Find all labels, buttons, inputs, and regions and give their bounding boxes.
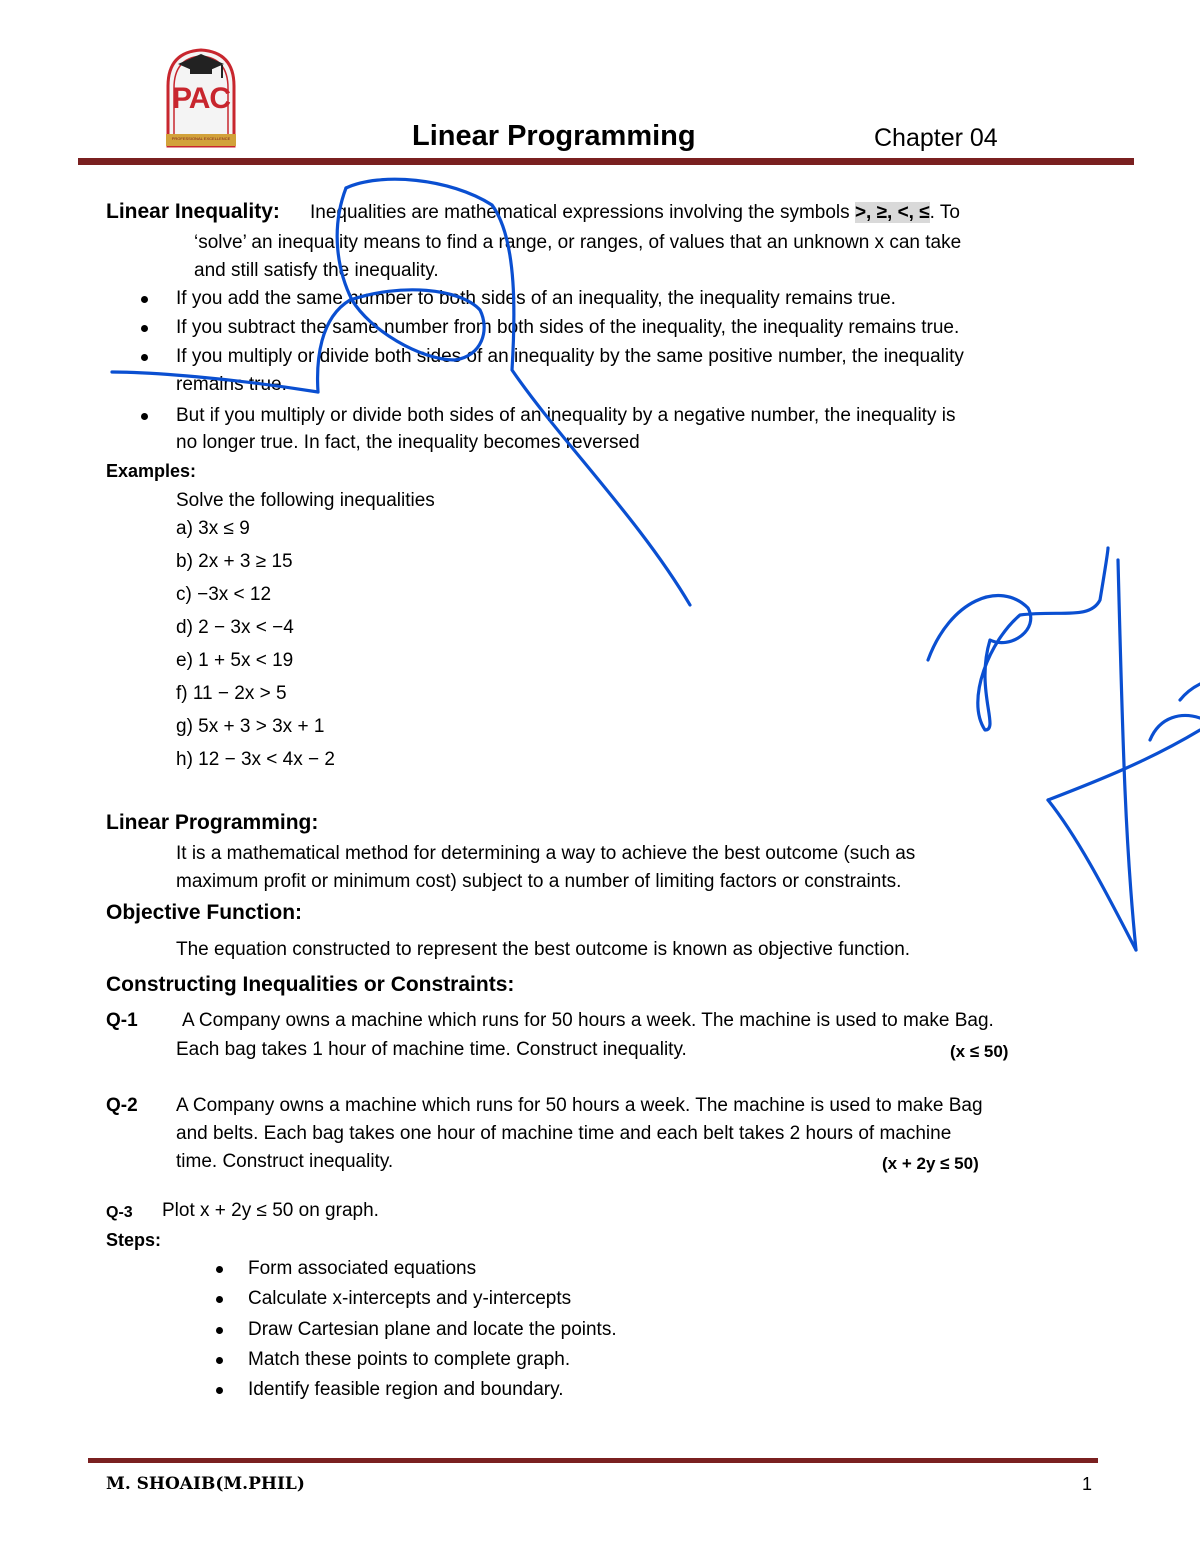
bullet-dot <box>216 1296 223 1303</box>
logo-text: PAC <box>171 82 231 115</box>
step-item: Match these points to complete graph. <box>248 1349 571 1370</box>
q2-line-1: A Company owns a machine which runs for 50 hours a week. The machine is used to make Bag <box>176 1095 983 1116</box>
q2-label: Q-2 <box>106 1095 138 1116</box>
inequality-symbols: >, ≥, <, ≤ <box>854 202 930 223</box>
q2-line-3: time. Construct inequality. <box>176 1151 394 1172</box>
q1-line-1: A Company owns a machine which runs for 50 hours a week. The machine is used to make Bag. <box>182 1010 994 1031</box>
example-item: d) 2 − 3x < −4 <box>176 617 294 638</box>
pac-logo <box>164 46 238 150</box>
bullet-dot <box>141 413 148 420</box>
list-item: But if you multiply or divide both sides of an inequality by a negative number, the inequality is <box>176 405 956 426</box>
step-item: Draw Cartesian plane and locate the points. <box>248 1319 617 1340</box>
steps-heading: Steps: <box>106 1230 162 1250</box>
q1-label: Q-1 <box>106 1010 138 1031</box>
footer-rule <box>88 1458 1098 1463</box>
linear-programming-line-1: It is a mathematical method for determining a way to achieve the best outcome (such as <box>176 843 916 864</box>
page-number: 1 <box>1082 1474 1093 1494</box>
step-item: Identify feasible region and boundary. <box>248 1379 564 1400</box>
list-item-continuation: no longer true. In fact, the inequality becomes reversed <box>176 432 640 453</box>
pen-signature-tail <box>1150 684 1200 740</box>
bullet-dot <box>141 325 148 332</box>
linear-inequality-heading: Linear Inequality: <box>106 200 280 223</box>
list-item: If you subtract the same number from both sides of the inequality, the inequality remains true. <box>176 317 960 338</box>
chapter-label: Chapter 04 <box>874 124 998 152</box>
list-item: If you add the same number to both sides of an inequality, the inequality remains true. <box>176 288 896 309</box>
bullet-dot <box>141 354 148 361</box>
pen-signature <box>928 548 1108 730</box>
bullet-dot <box>216 1266 223 1273</box>
logo-subtitle: PROFESSIONAL EXCELLENCE <box>171 136 231 141</box>
pen-signature-slash <box>1048 730 1200 800</box>
q2-answer: (x + 2y ≤ 50) <box>882 1154 979 1173</box>
page-title: Linear Programming <box>412 120 696 152</box>
objective-function-line-1: The equation constructed to represent the best outcome is known as objective function. <box>176 939 911 960</box>
footer-author: M. SHOAIB(M.PHIL) <box>106 1474 305 1494</box>
list-item: If you multiply or divide both sides of an inequality by the same positive number, the inequality <box>176 346 964 367</box>
q1-line-2: Each bag takes 1 hour of machine time. Construct inequality. <box>176 1039 687 1060</box>
q3-text: Plot x + 2y ≤ 50 on graph. <box>162 1200 379 1221</box>
linear-inequality-intro-line-3: and still satisfy the inequality. <box>194 260 439 281</box>
example-item: h) 12 − 3x < 4x − 2 <box>176 749 335 770</box>
bullet-dot <box>216 1387 223 1394</box>
bullet-dot <box>216 1357 223 1364</box>
bullet-dot <box>216 1327 223 1334</box>
examples-instruction: Solve the following inequalities <box>176 490 435 511</box>
objective-function-heading: Objective Function: <box>106 901 303 924</box>
header-rule <box>78 158 1134 165</box>
pen-signature-cross <box>1048 800 1136 950</box>
step-item: Calculate x-intercepts and y-intercepts <box>248 1288 572 1309</box>
linear-inequality-intro-line-2: ‘solve’ an inequality means to find a range, or ranges, of values that an unknown x can take <box>194 232 962 253</box>
linear-programming-line-2: maximum profit or minimum cost) subject to a number of limiting factors or constraints. <box>176 871 902 892</box>
example-item: c) −3x < 12 <box>176 584 272 605</box>
q1-answer: (x ≤ 50) <box>950 1042 1009 1061</box>
example-item: e) 1 + 5x < 19 <box>176 650 294 671</box>
example-item: f) 11 − 2x > 5 <box>176 683 287 704</box>
bullet-dot <box>141 296 148 303</box>
constraints-heading: Constructing Inequalities or Constraints: <box>106 973 515 996</box>
q2-line-2: and belts. Each bag takes one hour of machine time and each belt takes 2 hours of machine <box>176 1123 952 1144</box>
intro-text: Inequalities are mathematical expressions involving the symbols <box>310 202 855 223</box>
q3-label: Q-3 <box>106 1204 133 1221</box>
pen-signature-stem <box>1118 560 1136 950</box>
example-item: a) 3x ≤ 9 <box>176 518 250 539</box>
example-item: b) 2x + 3 ≥ 15 <box>176 551 293 572</box>
step-item: Form associated equations <box>248 1258 477 1279</box>
linear-inequality-intro-line-1 <box>310 199 960 227</box>
list-item-continuation: remains true. <box>176 374 287 395</box>
intro-text-end: . To <box>929 202 960 223</box>
examples-heading: Examples: <box>106 461 197 481</box>
linear-programming-heading: Linear Programming: <box>106 811 319 834</box>
example-item: g) 5x + 3 > 3x + 1 <box>176 716 325 737</box>
